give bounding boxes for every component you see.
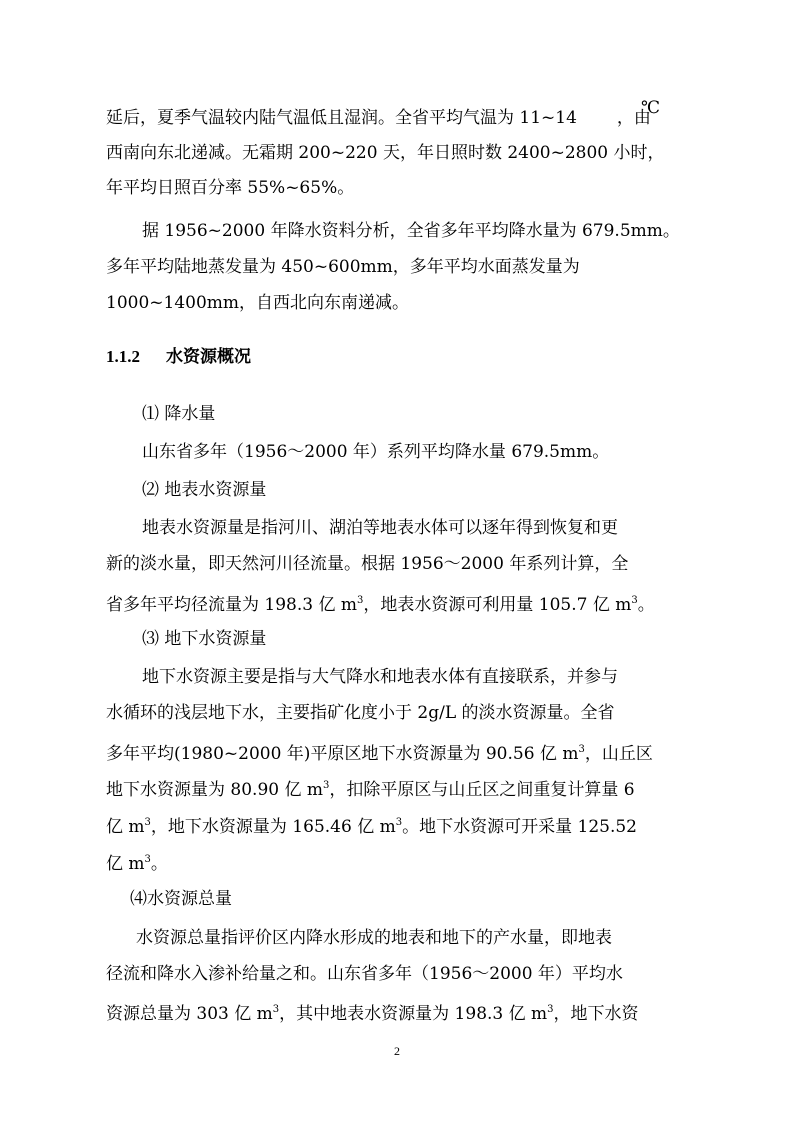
superscript: 3 bbox=[357, 595, 364, 606]
text-segment: 。地下水资源可开采量 125.52 bbox=[402, 817, 637, 837]
page-number: 2 bbox=[394, 1044, 400, 1058]
paragraph-line bbox=[106, 739, 653, 765]
item-title: ⑷水资源总量 bbox=[130, 889, 232, 909]
superscript: 3 bbox=[144, 817, 151, 828]
superscript: 3 bbox=[631, 595, 638, 606]
paragraph-line: 径流和降水入渗补给量之和。山东省多年（1956～2000 年）平均水 bbox=[106, 964, 623, 984]
paragraph-line: 地下水资源主要是指与大气降水和地表水体有直接联系，并参与 bbox=[142, 667, 618, 687]
paragraph-line: 地表水资源量是指河川、湖泊等地表水体可以逐年得到恢复和更 bbox=[142, 518, 618, 538]
text-segment: ，地下水资源量为 165.46 亿 m bbox=[150, 817, 396, 837]
item-title: ⑵ 地表水资源量 bbox=[142, 480, 267, 500]
section-number: 1.1.2 bbox=[106, 347, 140, 366]
text-segment: 省多年平均径流量为 198.3 亿 m bbox=[106, 595, 357, 615]
text-segment: 亿 m bbox=[106, 854, 145, 874]
superscript: 3 bbox=[144, 854, 151, 865]
text-segment: 延后，夏季气温较内陆气温低且湿润。全省平均气温为 11~14 bbox=[106, 108, 577, 128]
text-segment: ，扣除平原区与山丘区之间重复计算量 6 bbox=[329, 780, 635, 800]
item-title: ⑴ 降水量 bbox=[142, 404, 216, 424]
paragraph-line: 年平均日照百分率 55%~65%。 bbox=[106, 178, 355, 198]
paragraph-line bbox=[106, 107, 651, 129]
paragraph-line bbox=[106, 812, 637, 838]
paragraph-line: 水资源总量指评价区内降水形成的地表和地下的产水量，即地表 bbox=[136, 928, 612, 948]
paragraph-line: 水循环的浅层地下水，主要指矿化度小于 2g/L 的淡水资源量。全省 bbox=[106, 703, 615, 723]
section-heading bbox=[106, 346, 251, 368]
text-segment: ，山丘区 bbox=[584, 744, 653, 764]
text-segment: 多年平均(1980~2000 年)平原区地下水资源量为 90.56 亿 m bbox=[106, 744, 579, 764]
paragraph-line: 多年平均陆地蒸发量为 450~600mm，多年平均水面蒸发量为 bbox=[106, 257, 580, 277]
degree-unit: ℃ bbox=[641, 98, 661, 118]
text-segment: ，地下水资 bbox=[553, 1004, 639, 1024]
text-segment: 。 bbox=[637, 595, 655, 615]
superscript: 3 bbox=[323, 780, 330, 791]
text-segment: 资源总量为 303 亿 m bbox=[106, 1004, 273, 1024]
superscript: 3 bbox=[395, 817, 403, 828]
paragraph-line bbox=[106, 999, 639, 1025]
text-segment: 亿 m bbox=[106, 817, 145, 837]
paragraph-line: 山东省多年（1956～2000 年）系列平均降水量 679.5mm。 bbox=[142, 442, 610, 462]
paragraph-line: 据 1956~2000 年降水资料分析，全省多年平均降水量为 679.5mm。 bbox=[142, 221, 680, 241]
superscript: 3 bbox=[547, 1004, 554, 1015]
text-segment: ，地表水资源可利用量 105.7 亿 m bbox=[363, 595, 632, 615]
text-segment: 地下水资源量为 80.90 亿 m bbox=[106, 780, 323, 800]
section-title: 水资源概况 bbox=[166, 347, 251, 367]
paragraph-line bbox=[106, 590, 655, 616]
text-segment: 。 bbox=[150, 854, 168, 874]
paragraph-line: 1000~1400mm，自西北向东南递减。 bbox=[106, 293, 410, 313]
paragraph-line bbox=[106, 775, 635, 801]
paragraph-line bbox=[106, 849, 168, 875]
paragraph-line: 西南向东北递减。无霜期 200~220 天，年日照时数 2400~2800 小时， bbox=[106, 143, 665, 163]
text-segment: ，由 bbox=[616, 108, 651, 128]
superscript: 3 bbox=[578, 744, 585, 755]
superscript: 3 bbox=[272, 1004, 280, 1015]
item-title: ⑶ 地下水资源量 bbox=[142, 629, 267, 649]
text-segment: ，其中地表水资源量为 198.3 亿 m bbox=[279, 1004, 548, 1024]
paragraph-line: 新的淡水量，即天然河川径流量。根据 1956～2000 年系列计算，全 bbox=[106, 554, 629, 574]
